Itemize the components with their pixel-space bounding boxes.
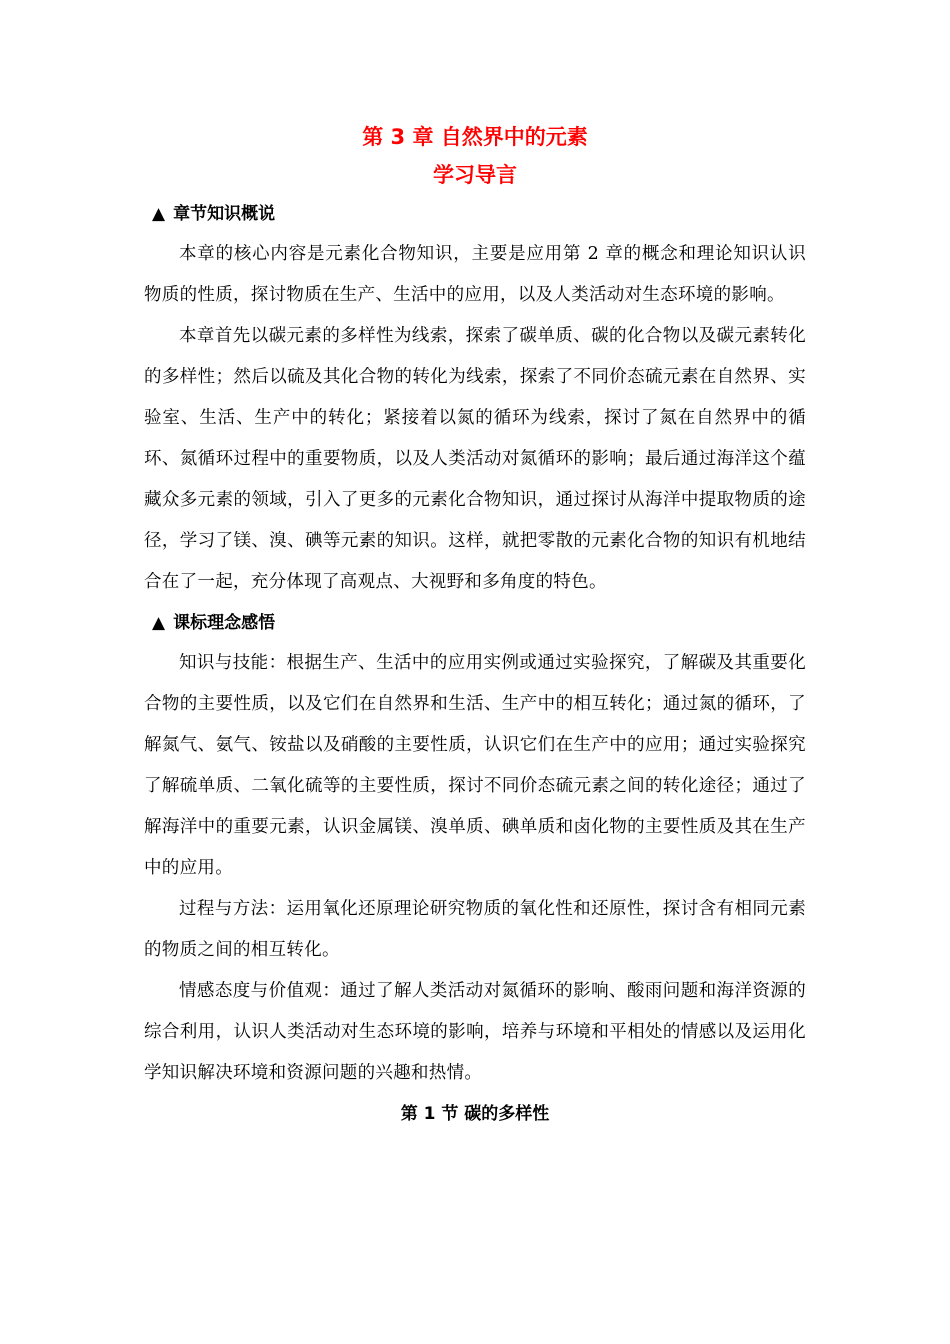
paragraph: 情感态度与价值观：通过了解人类活动对氮循环的影响、酸雨问题和海洋资源的综合利用，认识人类活动对生态环境的影响，培养与环境和平相处的情感以及运用化学知识解决环境和资源问题的兴趣和热情。 <box>144 981 806 1083</box>
sub-title: 学习导言 <box>433 163 517 187</box>
section-heading-text: 章节知识概说 <box>173 204 276 224</box>
document-page <box>144 118 806 1134</box>
section-heading-text: 课标理念感悟 <box>173 613 276 633</box>
triangle-icon: ▲ <box>152 204 166 224</box>
paragraph: 本章的核心内容是元素化合物知识，主要是应用第 2 章的概念和理论知识认识物质的性质，探讨物质在生产、生活中的应用，以及人类活动对生态环境的影响。 <box>144 244 806 305</box>
section-heading <box>144 603 806 643</box>
triangle-icon: ▲ <box>152 613 166 633</box>
section-overview <box>144 194 806 603</box>
next-section-title: 第 1 节 碳的多样性 <box>400 1104 550 1124</box>
section-heading <box>144 194 806 234</box>
paragraph: 知识与技能：根据生产、生活中的应用实例或通过实验探究，了解碳及其重要化合物的主要性质，以及它们在自然界和生活、生产中的相互转化；通过氮的循环，了解氮气、氨气、铵盐以及硝酸的主要性质，认识它们在生产中的应用；通过实验探究了解硫单质、二氧化硫等的主要性质，探讨不同价态硫元素之间的转化途径；通过了解海洋中的重要元素，认识金属镁、溴单质、碘单质和卤化物的主要性质及其在生产中的应用。 <box>144 653 806 878</box>
section-curriculum <box>144 603 806 1094</box>
paragraph: 过程与方法：运用氧化还原理论研究物质的氧化性和还原性，探讨含有相同元素的物质之间的相互转化。 <box>144 899 806 960</box>
chapter-title: 第 3 章 自然界中的元素 <box>362 125 588 149</box>
paragraph: 本章首先以碳元素的多样性为线索，探索了碳单质、碳的化合物以及碳元素转化的多样性；然后以硫及其化合物的转化为线索，探索了不同价态硫元素在自然界、实验室、生活、生产中的转化；紧接着以氮的循环为线索，探讨了氮在自然界中的循环、氮循环过程中的重要物质，以及人类活动对氮循环的影响；最后通过海洋这个蕴藏众多元素的领域，引入了更多的元素化合物知识，通过探讨从海洋中提取物质的途径，学习了镁、溴、碘等元素的知识。这样，就把零散的元素化合物的知识有机地结合在了一起，充分体现了高观点、大视野和多角度的特色。 <box>144 326 806 592</box>
